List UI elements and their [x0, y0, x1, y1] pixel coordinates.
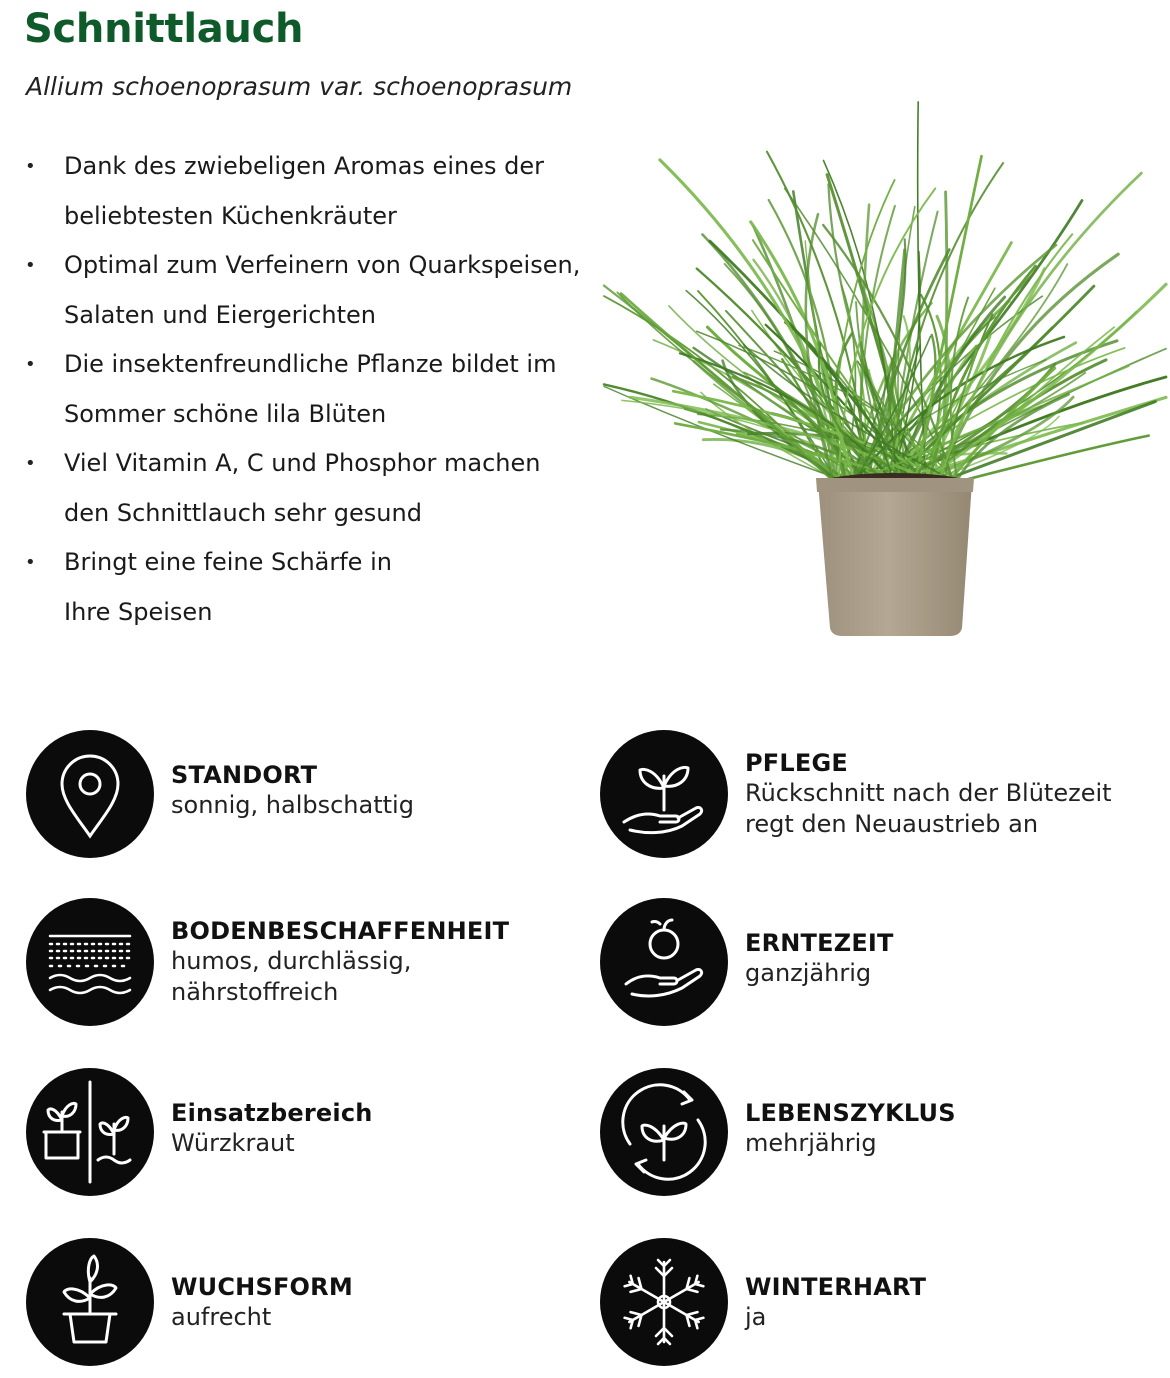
feature-value: Würzkraut: [171, 1129, 295, 1157]
feature-value: regt den Neuaustrieb an: [745, 810, 1039, 838]
feature-value: ja: [745, 1303, 767, 1331]
feature-value: nährstoffreich: [171, 978, 339, 1006]
feature-value: mehrjährig: [745, 1129, 877, 1157]
bullet-item: • Viel Vitamin A, C und Phosphor machen den Schnittlauch sehr gesund: [0, 439, 600, 538]
snowflake-icon: [600, 1238, 728, 1366]
feature-label: LEBENSZYKLUS: [745, 1099, 956, 1127]
bullet-item: • Optimal zum Verfeinern von Quarkspeisen, Salaten und Eiergerichten: [0, 241, 600, 340]
feature-boden: [26, 898, 586, 1038]
feature-label: BODENBESCHAFFENHEIT: [171, 917, 510, 945]
feature-label: WUCHSFORM: [171, 1273, 353, 1301]
feature-label: STANDORT: [171, 761, 318, 789]
potted-plant-icon: [26, 1238, 154, 1366]
feature-label: WINTERHART: [745, 1273, 927, 1301]
page-title: Schnittlauch: [24, 6, 304, 52]
feature-value: ganzjährig: [745, 959, 872, 987]
pot-and-bed-icon: [26, 1068, 154, 1196]
latin-name: Allium schoenoprasum var. schoenoprasum: [26, 72, 573, 101]
feature-value: Rückschnitt nach der Blütezeit: [745, 779, 1112, 807]
feature-erntezeit: [600, 898, 1160, 1038]
feature-lebenszyklus: [600, 1068, 1160, 1208]
feature-bullet-list: [0, 142, 600, 637]
feature-value: sonnig, halbschattig: [171, 791, 414, 819]
feature-wuchsform: [26, 1238, 586, 1378]
feature-label: PFLEGE: [745, 749, 848, 777]
fruit-in-hand-icon: [600, 898, 728, 1026]
feature-einsatzbereich: [26, 1068, 586, 1208]
feature-standort: [26, 730, 586, 870]
bullet-item: • Die insektenfreundliche Pflanze bildet im Sommer schöne lila Blüten: [0, 340, 600, 439]
bullet-item: • Bringt eine feine Schärfe in Ihre Speisen: [0, 538, 600, 637]
feature-value: humos, durchlässig,: [171, 947, 412, 975]
bullet-item: • Dank des zwiebeligen Aromas eines der beliebtesten Küchenkräuter: [0, 142, 600, 241]
soil-layers-icon: [26, 898, 154, 1026]
feature-winterhart: [600, 1238, 1160, 1378]
seedling-in-hand-icon: [600, 730, 728, 858]
location-pin-icon: [26, 730, 154, 858]
plant-cycle-icon: [600, 1068, 728, 1196]
feature-pflege: [600, 730, 1160, 870]
feature-label: Einsatzbereich: [171, 1099, 373, 1127]
feature-value: aufrecht: [171, 1303, 272, 1331]
chives-plant-image: [600, 80, 1170, 650]
feature-label: ERNTEZEIT: [745, 929, 894, 957]
